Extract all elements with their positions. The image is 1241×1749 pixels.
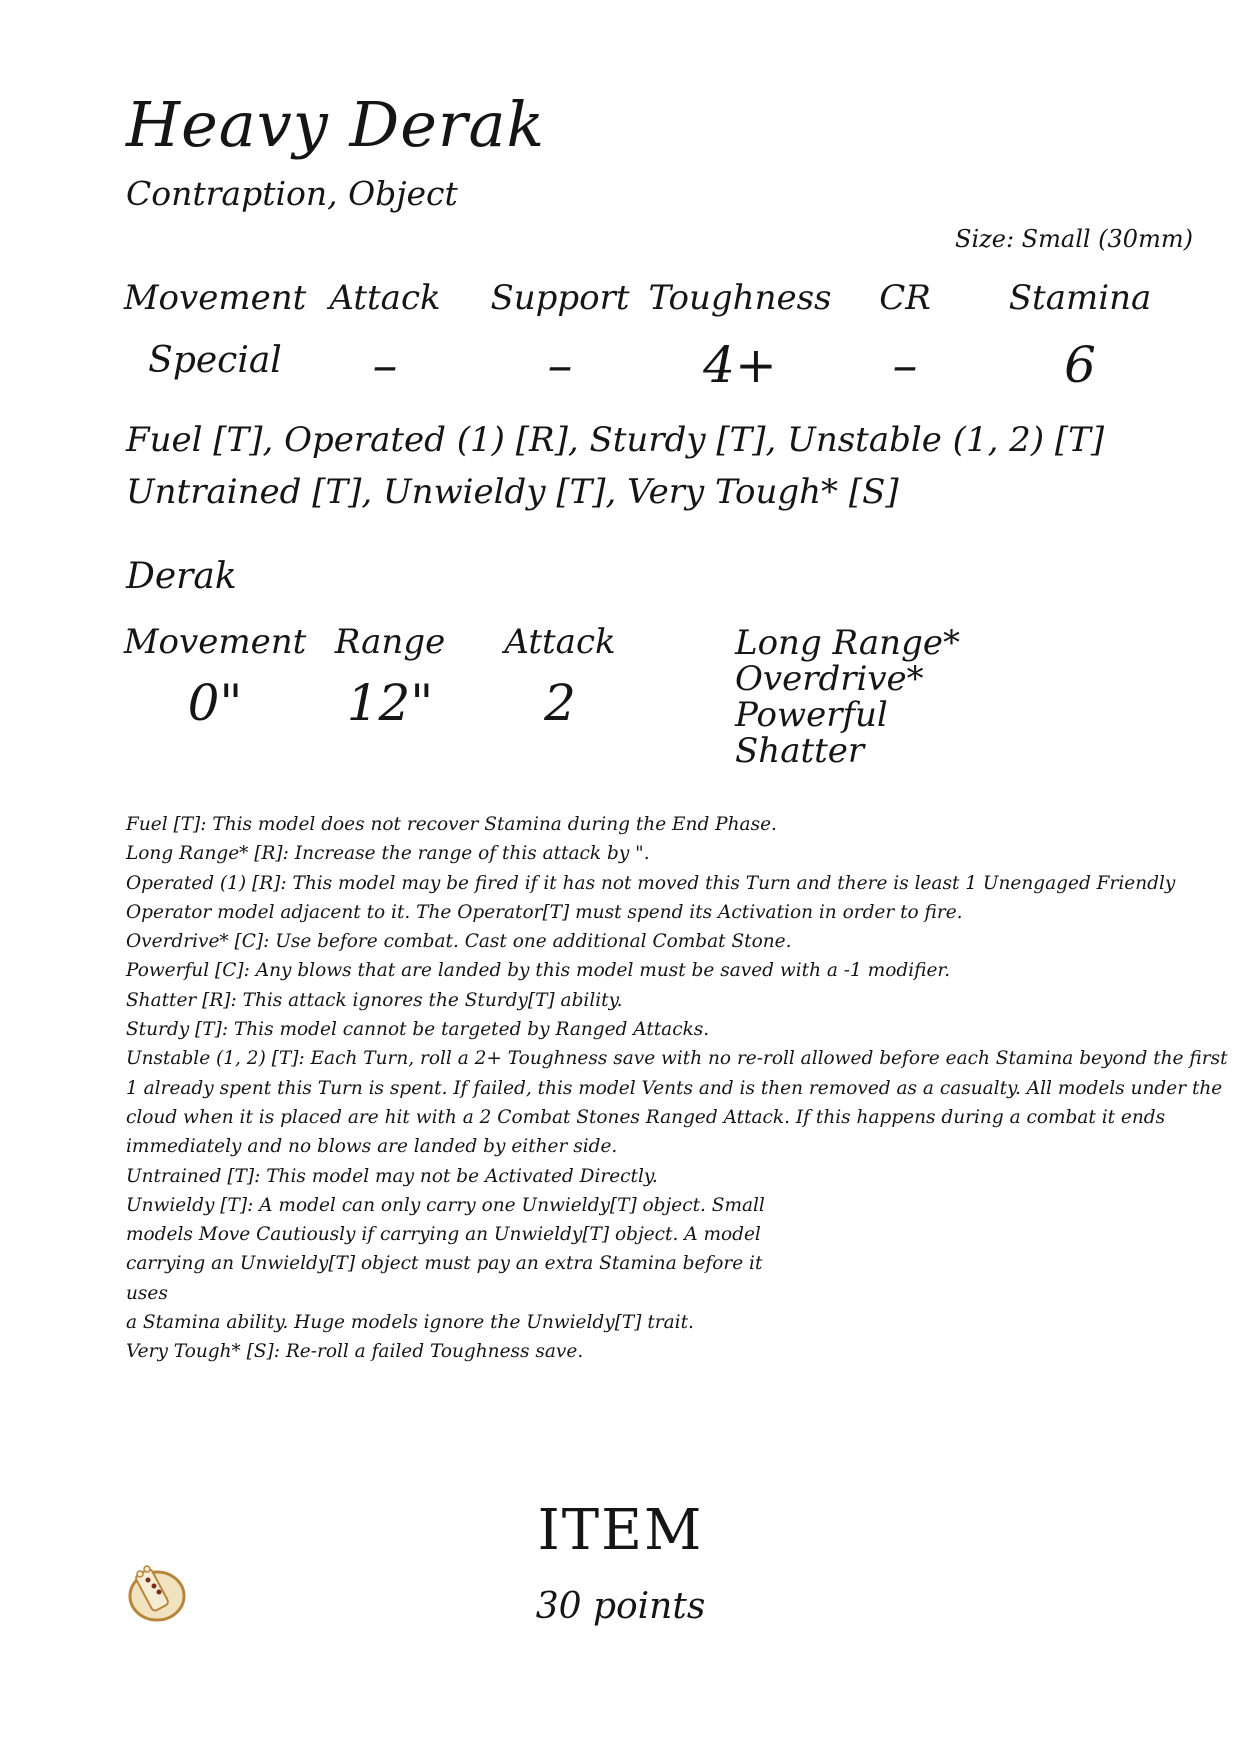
unit-title: Heavy Derak [126,88,546,161]
rule-line: 1 already spent this Turn is spent. If failed, this model Vents and is then removed as a casualty. All models under the [126,1077,1223,1099]
stat-value-toughness: 4+ [703,336,777,394]
weapon-rule: Overdrive* [735,659,924,699]
traits-line-1: Fuel [T], Operated (1) [R], Sturdy [T], Unstable (1, 2) [T] [126,420,1105,460]
stat-header-cr: CR [879,278,931,318]
stat-value-cr: – [892,336,918,394]
rule-line: Shatter [R]: This attack ignores the Sturdy[T] ability. [126,989,623,1011]
stat-value-support: – [547,336,573,394]
weapon-rules [735,625,960,769]
weapon-value-range: 12" [346,674,434,732]
rule-line: immediately and no blows are landed by either side. [126,1136,618,1158]
weapon-header-range: Range [334,622,446,662]
weapon-name: Derak [126,556,237,597]
card-type: ITEM [537,1498,704,1563]
rule-line: Sturdy [T]: This model cannot be targeted by Ranged Attacks. [126,1019,710,1041]
weapon-value-attack: 2 [544,674,576,732]
unit-keywords: Contraption, Object [126,174,458,213]
stat-value-stamina: 6 [1064,336,1096,394]
rule-line: cloud when it is placed are hit with a 2 Combat Stones Ranged Attack. If this happens during a combat it ends [126,1106,1166,1128]
points-cost: 30 points [535,1586,706,1627]
weapon-header-attack: Attack [504,622,616,662]
base-size: Size: Small (30mm) [955,225,1193,253]
rule-line: Unstable (1, 2) [T]: Each Turn, roll a 2+ Toughness save with no re-roll allowed before each Stamina beyond the first [126,1048,1228,1070]
stat-value-attack: – [372,336,398,394]
traits-line-2: Untrained [T], Unwieldy [T], Very Tough* [S] [126,472,899,512]
rule-line: carrying an Unwieldy[T] object must pay an extra Stamina before it uses [126,1253,763,1304]
rule-line: Powerful [C]: Any blows that are landed by this model must be saved with a -1 modifier. [126,960,951,982]
stat-header-toughness: Toughness [648,278,832,318]
rule-line: Operated (1) [R]: This model may be fired if it has not moved this Turn and there is least 1 Unengaged Friendly [126,872,1176,894]
stat-header-support: Support [490,278,630,318]
weapon-rule: Shatter [735,731,865,771]
weapon-value-movement: 0" [187,674,243,732]
rule-line: Overdrive* [C]: Use before combat. Cast one additional Combat Stone. [126,931,792,953]
rule-line: models Move Cautiously if carrying an Unwieldy[T] object. A model [126,1224,761,1246]
stat-header-stamina: Stamina [1008,278,1152,318]
rules-glossary [126,810,1228,1367]
weapon-header-movement: Movement [123,622,307,662]
rule-line: Operator model adjacent to it. The Operator[T] must spend its Activation in order to fire. [126,901,963,923]
rule-line: Untrained [T]: This model may not be Activated Directly. [126,1165,658,1187]
rule-line: Fuel [T]: This model does not recover Stamina during the End Phase. [126,814,777,835]
weapon-rule: Long Range* [735,623,960,663]
weapon-rule: Powerful [735,695,888,735]
stat-header-movement: Movement [123,278,307,318]
rule-line: Unwieldy [T]: A model can only carry one Unwieldy[T] object. Small [126,1194,765,1216]
unit-traits [126,414,1104,518]
rule-line: Very Tough* [S]: Re-roll a failed Toughness save. [126,1341,584,1363]
stat-value-movement: Special [148,340,282,381]
rule-line: Long Range* [R]: Increase the range of this attack by ". [126,843,650,865]
stat-header-attack: Attack [329,278,441,318]
rule-unwieldy-block [126,1191,766,1337]
rule-line: a Stamina ability. Huge models ignore the Unwieldy[T] trait. [126,1312,694,1334]
